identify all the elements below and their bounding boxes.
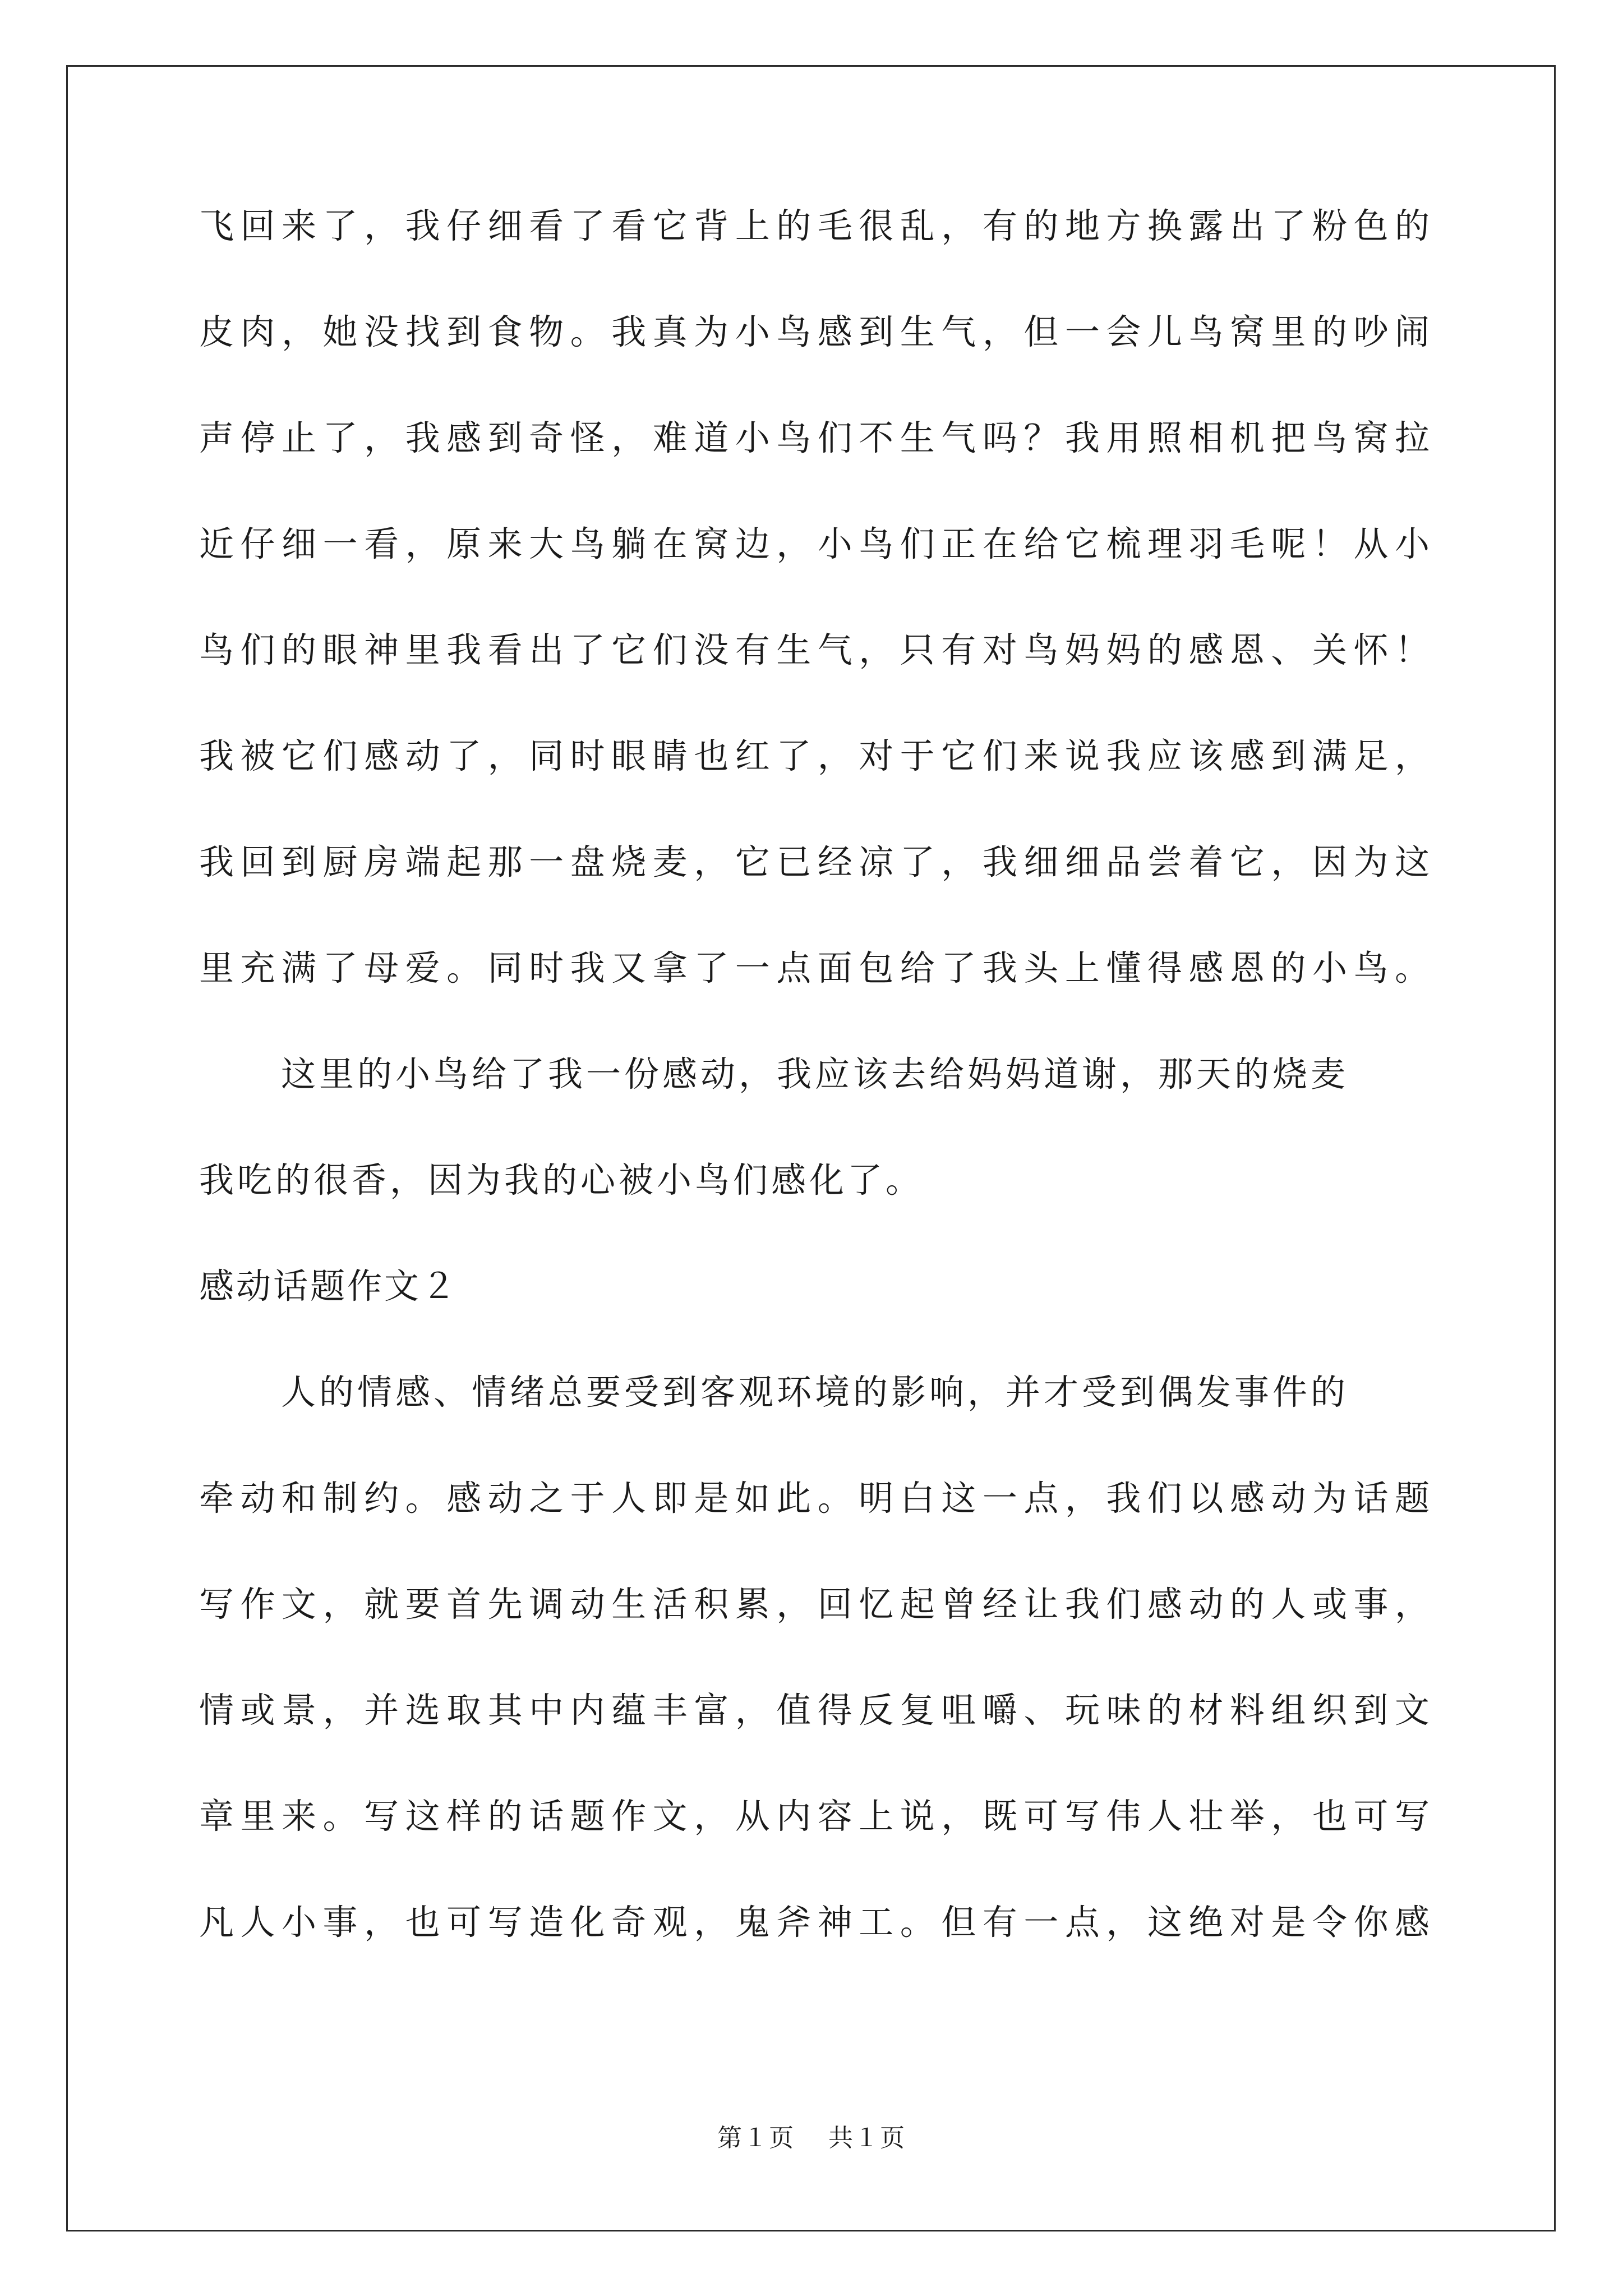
paragraph-line: 凡人小事，也可写造化奇观，鬼斧神工。但有一点，这绝对是令你感 [199,1902,1433,1943]
paragraph-line: 飞回来了，我仔细看了看它背上的毛很乱，有的地方换露出了粉色的 [199,205,1433,246]
paragraph-line: 皮肉，她没找到食物。我真为小鸟感到生气，但一会儿鸟窝里的吵闹 [199,311,1433,352]
paragraph-line: 近仔细一看，原来大鸟躺在窝边，小鸟们正在给它梳理羽毛呢！从小 [199,523,1433,564]
page-number: 第１页 [717,2124,795,2152]
paragraph-line: 声停止了，我感到奇怪，难道小鸟们不生气吗？我用照相机把鸟窝拉 [199,417,1433,458]
section-heading: 感动话题作文２ [199,1266,459,1306]
page-total: 共１页 [828,2124,906,2152]
paragraph-line: 写作文，就要首先调动生活积累，回忆起曾经让我们感动的人或事， [199,1584,1433,1625]
paragraph-line: 我吃的很香，因为我的心被小鸟们感化了。 [199,1159,924,1200]
paragraph-line: 章里来。写这样的话题作文，从内容上说，既可写伟人壮举，也可写 [199,1796,1433,1837]
paragraph-first-line: 人的情感、情绪总要受到客观环境的影响，并才受到偶发事件的 [281,1372,1349,1412]
paragraph-line: 情或景，并选取其中内蕴丰富，值得反复咀嚼、玩味的材料组织到文 [199,1690,1433,1731]
paragraph-line: 牵动和制约。感动之于人即是如此。明白这一点，我们以感动为话题 [199,1478,1433,1519]
paragraph-first-line: 这里的小鸟给了我一份感动，我应该去给妈妈道谢，那天的烧麦 [281,1053,1349,1094]
paragraph-line: 我被它们感动了，同时眼睛也红了，对于它们来说我应该感到满足， [199,735,1433,776]
paragraph-line: 我回到厨房端起那一盘烧麦，它已经凉了，我细细品尝着它，因为这 [199,841,1433,882]
paragraph-line: 里充满了母爱。同时我又拿了一点面包给了我头上懂得感恩的小鸟。 [199,947,1433,988]
paragraph-line: 鸟们的眼神里我看出了它们没有生气，只有对鸟妈妈的感恩、关怀！ [199,629,1433,670]
document-body [199,205,1433,2011]
page-footer [0,2126,1623,2151]
